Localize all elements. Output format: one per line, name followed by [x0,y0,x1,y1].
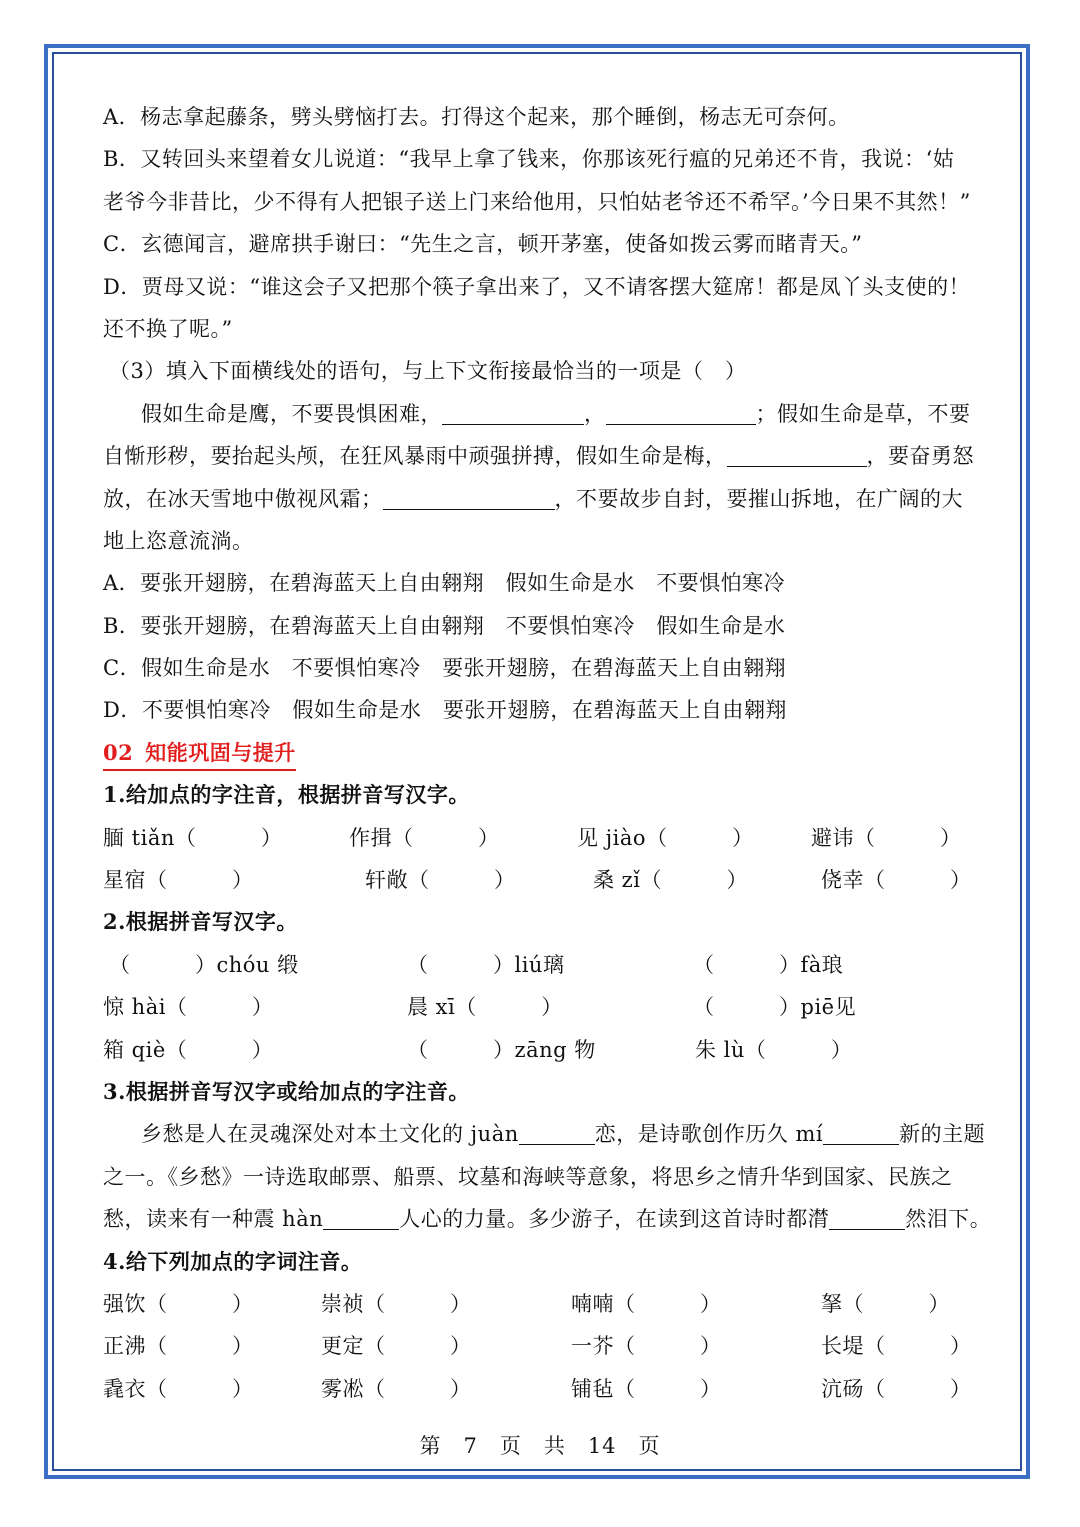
q2-item: （ ）chóu 缎 [109,952,299,977]
passage-text: 恋，是诗歌创作历久 mí [594,1122,824,1147]
q4-item: 拏（ ） [821,1291,950,1316]
q2-item: （ ）piē见 [693,995,857,1020]
passage-text: 愁，读来有一种震 hàn [103,1207,324,1232]
passage-text: 放，在冰天雪地中傲视风霜； [103,486,383,511]
option-c: C．玄德闻言，避席拱手谢曰：“先生之言，顿开茅塞，使备如拨云雾而睹青天。” [103,232,863,257]
q4-item: 崇祯（ ） [321,1291,472,1316]
question-3-stem: （3）填入下面横线处的语句，与上下文衔接最恰当的一项是（ ） [109,359,747,384]
q1-row-2 [103,859,983,901]
q2-item: （ ）fà琅 [693,952,844,977]
section-heading [103,732,983,774]
q1-item: 轩敞（ ） [365,868,516,893]
q4-item: 沆砀（ ） [821,1376,972,1401]
q4-row-2 [103,1325,983,1367]
question-3-heading: 3.根据拼音写汉字或给加点的字注音。 [103,1078,470,1104]
answer-blank[interactable] [323,1205,399,1230]
answer-blank[interactable] [727,442,867,467]
q2-item: 惊 hài（ ） [103,995,274,1020]
passage-text: 然泪下。 [905,1207,992,1232]
section-title [103,738,296,771]
q4-item: 强饮（ ） [103,1291,254,1316]
answer-blank[interactable] [606,400,756,425]
q1-item: 作揖（ ） [349,825,500,850]
passage-line-3 [103,478,983,520]
q2-row-3 [103,1029,983,1071]
q2-item: 朱 lù（ ） [695,1037,853,1062]
q3-passage-line-3 [103,1198,992,1240]
passage-text: 乡愁是人在灵魂深处对本土文化的 juàn [141,1122,519,1147]
option-b-line2: 老爷今非昔比，少不得有人把银子送上门来给他用，只怕姑老爷还不希罕。’今日果不其然！” [103,189,971,214]
section-name: 知能巩固与提升 [145,739,296,765]
q1-item: 避讳（ ） [811,825,962,850]
question-4-heading: 4.给下列加点的字词注音。 [103,1248,363,1274]
q3-passage-line-1 [103,1113,986,1155]
passage-text: ，不要故步自封，要摧山拆地，在广阔的大 [554,486,963,511]
answer-blank[interactable] [442,400,584,425]
option-d-line1: D．贾母又说：“谁这会子又把那个筷子拿出来了，又不请客摆大筵席！都是凤丫头支使的！ [103,274,971,299]
passage-text: ， [584,401,606,426]
answer-blank[interactable] [519,1120,595,1145]
q2-item: 晨 xī（ ） [407,995,563,1020]
q4-item: 喃喃（ ） [571,1291,722,1316]
answer-blank[interactable] [383,485,555,510]
passage-text: 假如生命是鹰，不要畏惧困难， [141,401,442,426]
q1-item: 桑 zǐ（ ） [593,868,748,893]
passage-text: ；假如生命是草，不要 [755,401,971,426]
q3-passage-line-2: 之一。《乡愁》一诗选取邮票、船票、坟墓和海峡等意象，将思乡之情升华到国家、民族之 [103,1164,953,1189]
passage-text: 自惭形秽，要抬起头颅，在狂风暴雨中顽强拼搏，假如生命是梅， [103,444,727,469]
q4-item: 雾凇（ ） [321,1376,472,1401]
q1-item: 星宿（ ） [103,868,254,893]
q3-option-d: D．不要惧怕寒冷 假如生命是水 要张开翅膀，在碧海蓝天上自由翱翔 [103,698,787,723]
q3-option-b: B．要张开翅膀，在碧海蓝天上自由翱翔 不要惧怕寒冷 假如生命是水 [103,613,786,638]
passage-line-2 [103,435,983,477]
passage-text: 人心的力量。多少游子，在读到这首诗时都潸 [399,1207,830,1232]
q4-item: 一芥（ ） [571,1334,722,1359]
q4-row-1 [103,1283,983,1325]
q1-item: 腼 tiǎn（ ） [103,825,283,850]
q3-option-c: C．假如生命是水 不要惧怕寒冷 要张开翅膀，在碧海蓝天上自由翱翔 [103,656,787,681]
q3-option-a: A．要张开翅膀，在碧海蓝天上自由翱翔 假如生命是水 不要惧怕寒冷 [103,571,786,596]
q4-item: 毳衣（ ） [103,1376,254,1401]
question-1-heading: 1.给加点的字注音，根据拼音写汉字。 [103,782,470,808]
q2-item: 箱 qiè（ ） [103,1037,274,1062]
answer-blank[interactable] [823,1120,899,1145]
q4-row-3 [103,1368,983,1410]
q2-item: （ ）liú璃 [407,952,565,977]
option-a: A．杨志拿起藤条，劈头劈恼打去。打得这个起来，那个睡倒，杨志无可奈何。 [103,105,850,129]
q2-row-1 [103,944,983,986]
q1-item: 见 jiào（ ） [577,825,754,850]
passage-text: 新的主题 [899,1122,986,1147]
q4-item: 长堤（ ） [821,1334,972,1359]
q2-item: （ ）zāng 物 [407,1037,596,1062]
q1-item: 侥幸（ ） [821,868,972,893]
document-body [103,96,992,1410]
q4-item: 铺毡（ ） [571,1376,722,1401]
q4-item: 正沸（ ） [103,1334,254,1359]
passage-line-1 [103,393,983,435]
page-number-footer: 第 7 页 共 14 页 [419,1434,661,1458]
option-b-line1: B．又转回头来望着女儿说道：“我早上拿了钱来，你那该死行瘟的兄弟还不肯，我说：‘姑 [103,147,955,172]
q2-row-2 [103,986,983,1028]
passage-line-4: 地上恣意流淌。 [103,528,254,553]
option-d-line2: 还不换了呢。” [103,316,233,341]
answer-blank[interactable] [829,1205,905,1230]
q4-item: 更定（ ） [321,1334,472,1359]
section-number: 02 [103,739,134,765]
question-2-heading: 2.根据拼音写汉字。 [103,909,298,935]
q1-row-1 [103,817,983,859]
passage-text: ，要奋勇怒 [866,444,974,469]
